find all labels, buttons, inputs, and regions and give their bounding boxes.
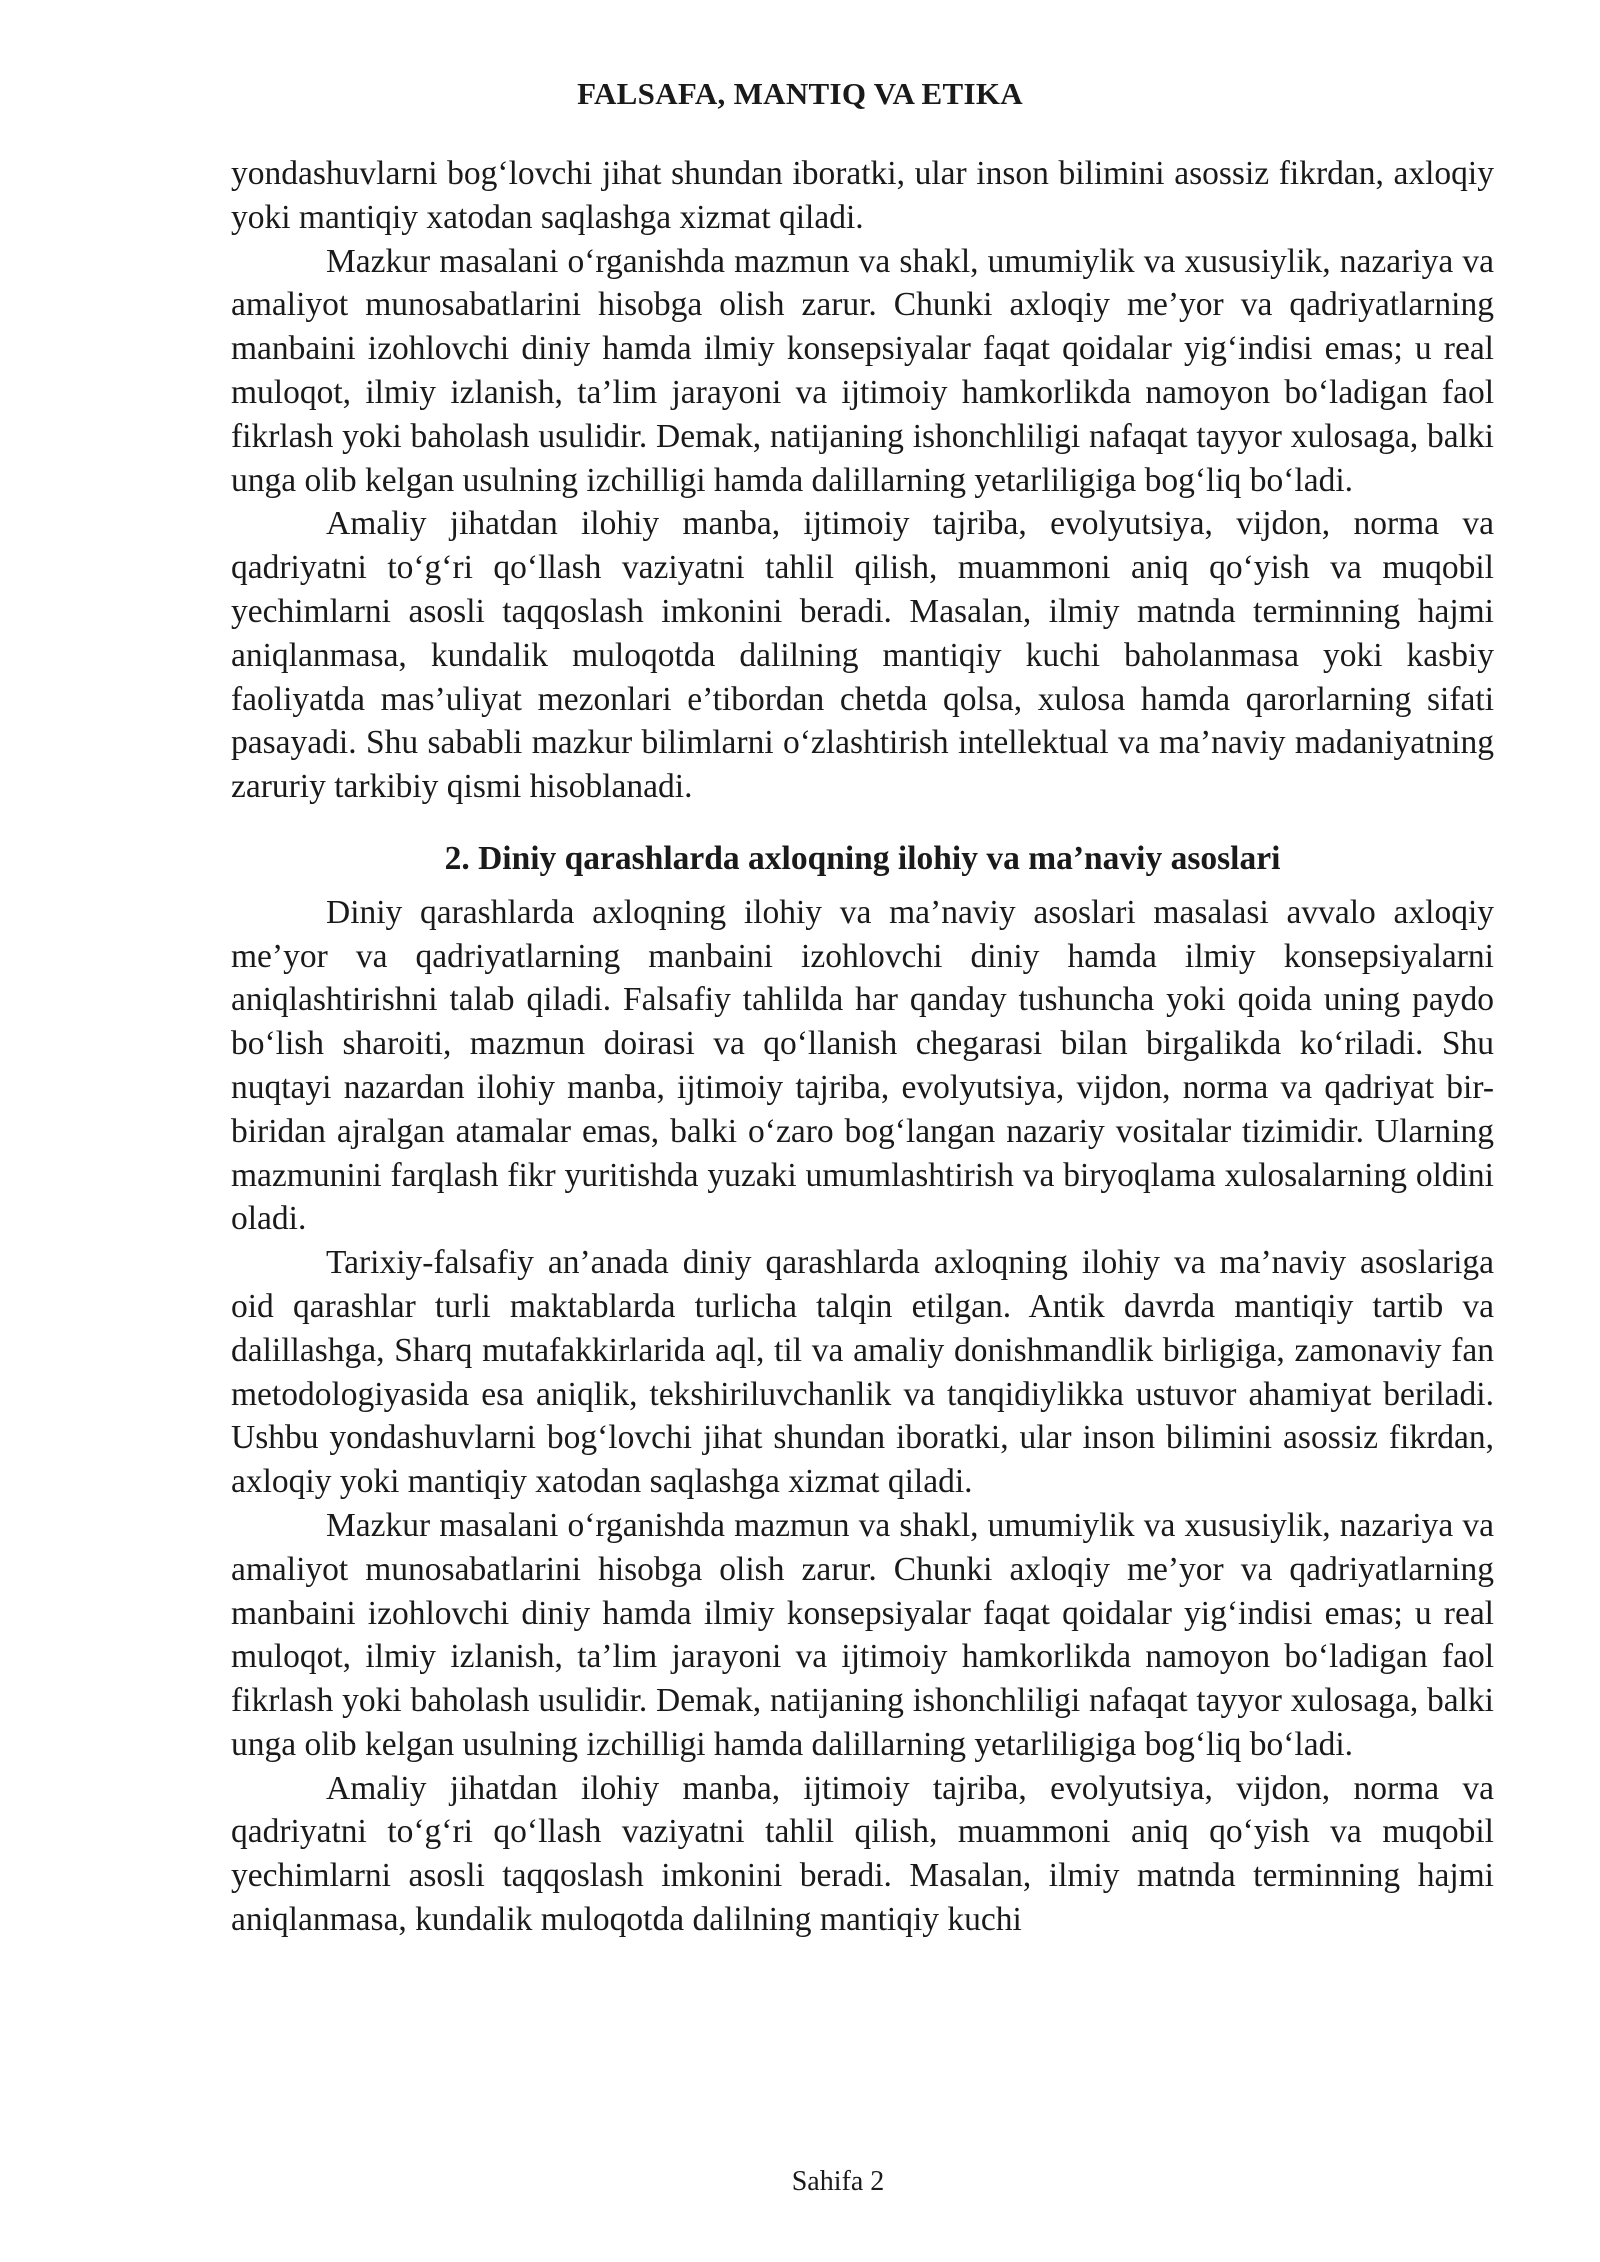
paragraph-continued: yondashuvlarni bog‘lovchi jihat shundan iboratki, ular inson bilimini asossiz fikrdan, axloqiy yoki mantiqiy xatodan saqlashga xizmat qiladi. xyxy=(231,155,1494,236)
paragraph-truncated: Amaliy jihatdan ilohiy manba, ijtimoiy tajriba, evolyutsiya, vijdon, norma va qadriyatni to‘g‘ri qo‘llash vaziyatni tahlil qilish, muammoni aniq qo‘yish va muqobil yechimlarni asosli taqqoslash imkonini beradi. Masalan, ilmiy matnda terminning hajmi aniqlanmasa, kundalik muloqotda dalilning mantiqiy kuchi xyxy=(231,1769,1494,1939)
paragraph: Mazkur masalani o‘rganishda mazmun va shakl, umumiylik va xususiylik, nazariya va amaliyot munosabatlarini hisobga olish zarur. Chunki axloqiy me’yor va qadriyatlarning manbaini izohlovchi diniy hamda ilmiy konsepsiyalar faqat qoidalar yig‘indisi emas; u real muloqot, ilmiy izlanish, ta’lim jarayoni va ijtimoiy hamkorlikda namoyon bo‘ladigan faol fikrlash yoki baholash usulidir. Demak, natijaning ishonchliligi nafaqat tayyor xulosaga, balki unga olib kelgan usulning izchilligi hamda dalillarning yetarliligiga bog‘liq bo‘ladi. xyxy=(231,242,1494,499)
section-heading: 2. Diniy qarashlarda axloqning ilohiy va ma’naviy asoslari xyxy=(444,839,1281,877)
running-header: FALSAFA, MANTIQ VA ETIKA xyxy=(577,76,1023,111)
page-number: Sahifa 2 xyxy=(791,2166,885,2197)
body-text xyxy=(231,152,1494,1942)
paragraph: Amaliy jihatdan ilohiy manba, ijtimoiy tajriba, evolyutsiya, vijdon, norma va qadriyatni to‘g‘ri qo‘llash vaziyatni tahlil qilish, muammoni aniq qo‘yish va muqobil yechimlarni asosli taqqoslash imkonini beradi. Masalan, ilmiy matnda terminning hajmi aniqlanmasa, kundalik muloqotda dalilning mantiqiy kuchi baholanmasa yoki kasbiy faoliyatda mas’uliyat mezonlari e’tibordan chetda qolsa, xulosa hamda qarorlarning sifati pasayadi. Shu sababli mazkur bilimlarni o‘zlashtirish intellektual va ma’naviy madaniyatning zaruriy tarkibiy qismi hisoblanadi. xyxy=(231,505,1494,806)
paragraph: Tarixiy-falsafiy an’anada diniy qarashlarda axloqning ilohiy va ma’naviy asoslariga oid qarashlar turli maktablarda turlicha talqin etilgan. Antik davrda mantiqiy tartib va dalillashga, Sharq mutafakkirlarida aql, til va amaliy donishmandlik birligiga, zamonaviy fan metodologiyasida esa aniqlik, tekshiriluvchanlik va tanqidiylikka ustuvor ahamiyat beriladi. Ushbu yondashuvlarni bog‘lovchi jihat shundan iboratki, ular inson bilimini asossiz fikrdan, axloqiy yoki mantiqiy xatodan saqlashga xizmat qiladi. xyxy=(231,1244,1494,1501)
paragraph: Diniy qarashlarda axloqning ilohiy va ma’naviy asoslari masalasi avvalo axloqiy me’yor va qadriyatlarning manbaini izohlovchi diniy hamda ilmiy konsepsiyalarni aniqlashtirishni talab qiladi. Falsafiy tahlilda har qanday tushuncha yoki qoida uning paydo bo‘lish sharoiti, mazmun doirasi va qo‘llanish chegarasi bilan birgalikda ko‘riladi. Shu nuqtayi nazardan ilohiy manba, ijtimoiy tajriba, evolyutsiya, vijdon, norma va qadriyat bir-biridan ajralgan atamalar emas, balki o‘zaro bog‘langan nazariy vositalar tizimidir. Ularning mazmunini farqlash fikr yuritishda yuzaki umumlashtirish va biryoqlama xulosalarning oldini oladi. xyxy=(231,893,1494,1238)
paragraph: Mazkur masalani o‘rganishda mazmun va shakl, umumiylik va xususiylik, nazariya va amaliyot munosabatlarini hisobga olish zarur. Chunki axloqiy me’yor va qadriyatlarning manbaini izohlovchi diniy hamda ilmiy konsepsiyalar faqat qoidalar yig‘indisi emas; u real muloqot, ilmiy izlanish, ta’lim jarayoni va ijtimoiy hamkorlikda namoyon bo‘ladigan faol fikrlash yoki baholash usulidir. Demak, natijaning ishonchliligi nafaqat tayyor xulosaga, balki unga olib kelgan usulning izchilligi hamda dalillarning yetarliligiga bog‘liq bo‘ladi. xyxy=(231,1506,1494,1763)
